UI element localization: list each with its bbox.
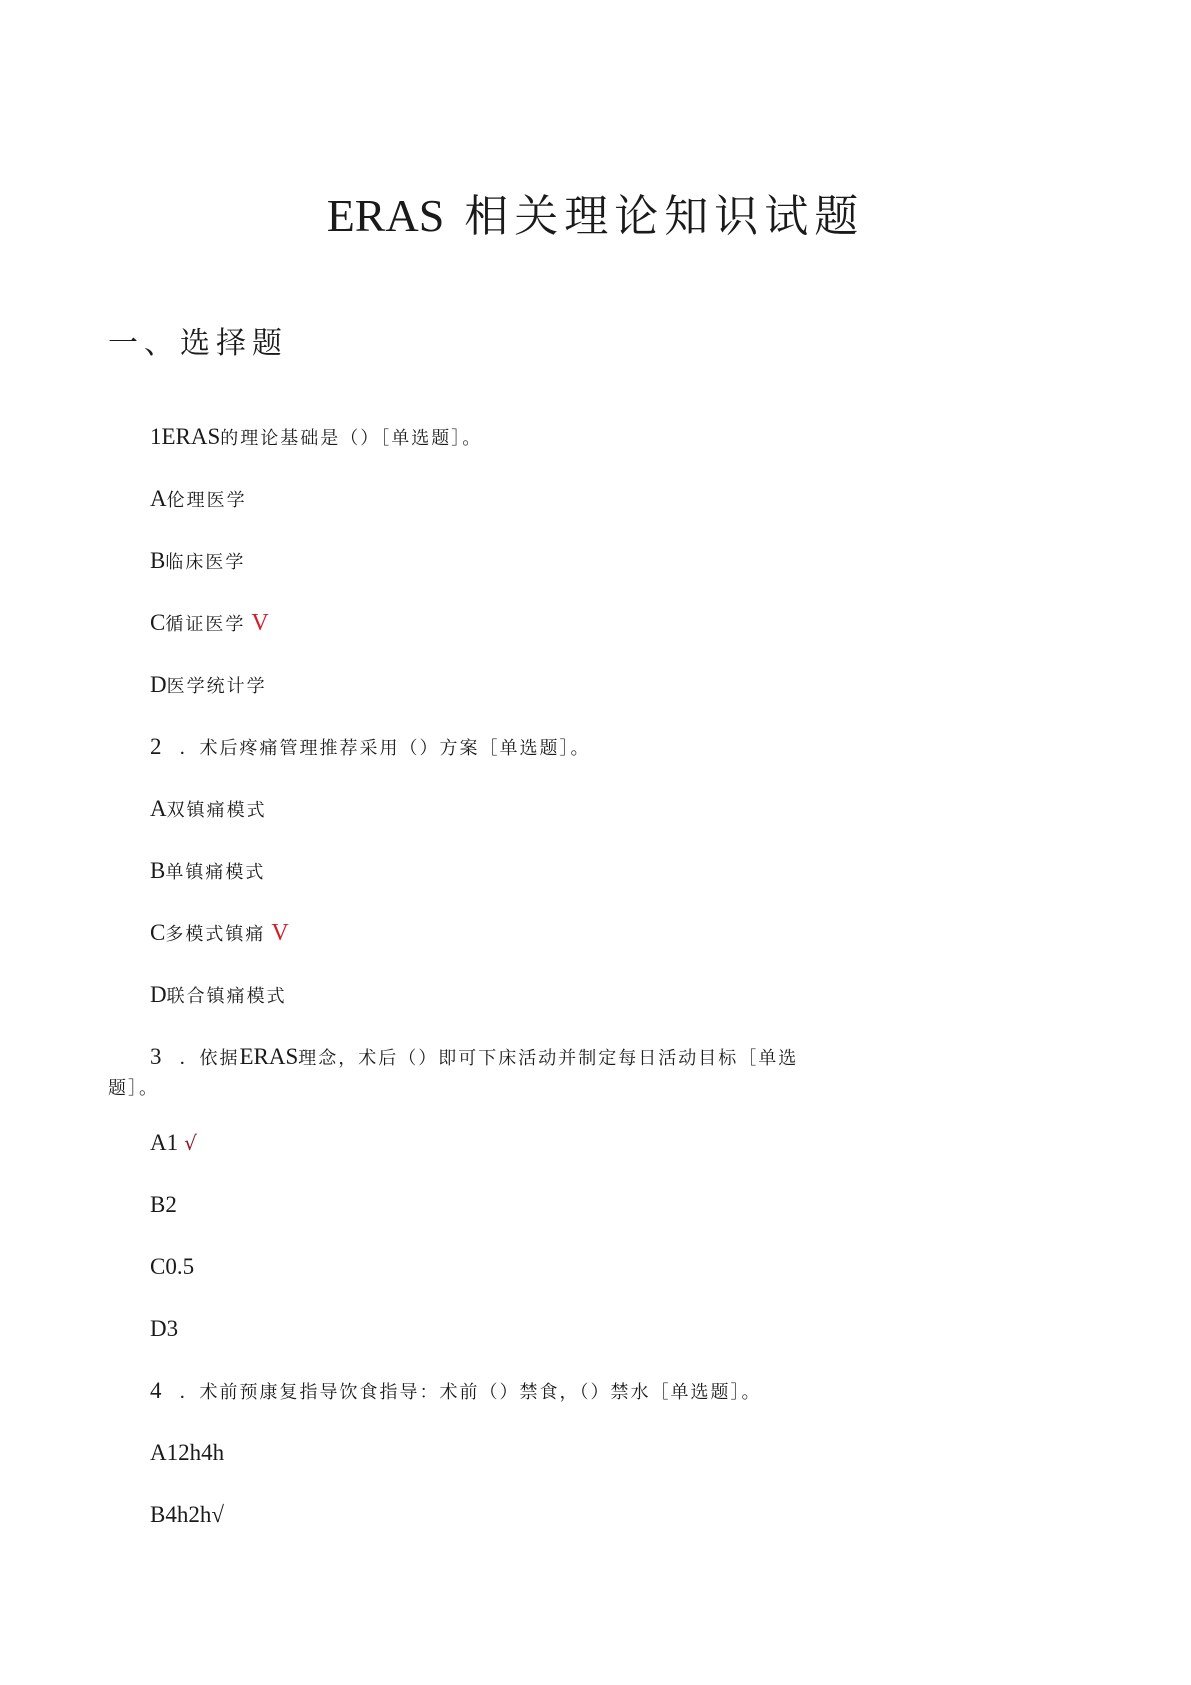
question-latin: ERAS: [239, 1044, 299, 1069]
question-number: 2: [150, 734, 162, 759]
option-text: 临床医学: [165, 552, 246, 573]
option-2a: [150, 796, 267, 822]
option-2d: [150, 982, 287, 1008]
document-title: [0, 180, 1191, 244]
option-text: 伦理医学: [166, 490, 247, 511]
option-letter: C: [150, 610, 166, 635]
option-text: 多模式镇痛: [165, 924, 266, 945]
option-2c: [150, 920, 289, 947]
option-letter: D: [150, 982, 167, 1007]
question-text: ．术后疼痛管理推荐采用（）方案［单选题］。: [179, 738, 591, 759]
question-3-stem: [150, 1044, 798, 1070]
option-text: 循证医学: [165, 614, 246, 635]
option-letter: D: [150, 672, 167, 697]
option-4a: [150, 1440, 224, 1466]
option-letter: A: [150, 796, 167, 821]
section-heading: 一、选择题: [108, 326, 288, 361]
question-3-continuation: 题］。: [108, 1078, 159, 1099]
option-label: B4h2h: [150, 1502, 212, 1527]
option-4b: [150, 1502, 224, 1528]
question-4-stem: [150, 1378, 762, 1404]
question-1-stem: [150, 424, 482, 450]
option-text: 联合镇痛模式: [166, 986, 287, 1007]
title-cjk: 相关理论知识试题: [464, 191, 865, 242]
question-text: ．术前预康复指导饮食指导：术前（）禁食，（）禁水［单选题］。: [179, 1382, 762, 1403]
option-3a: [150, 1130, 199, 1156]
option-3d: [150, 1316, 178, 1342]
question-number: 3: [150, 1044, 162, 1069]
correct-mark: √: [184, 1131, 199, 1155]
option-1a: [150, 486, 247, 512]
correct-mark: √: [211, 1502, 224, 1527]
question-text: 理念，术后（）即可下床活动并制定每日活动目标［单选: [298, 1048, 799, 1069]
option-label: A1: [150, 1130, 179, 1155]
option-label: A12h4h: [150, 1440, 225, 1465]
question-prefix: ．依据: [179, 1048, 240, 1069]
option-2b: [150, 858, 265, 884]
option-3c: [150, 1254, 194, 1280]
option-1c: [150, 610, 269, 637]
option-1d: [150, 672, 267, 698]
option-letter: B: [150, 548, 166, 573]
question-text: 的理论基础是（）［单选题］。: [220, 428, 483, 449]
option-label: D3: [150, 1316, 179, 1341]
option-3b: [150, 1192, 177, 1218]
question-latin: ERAS: [161, 424, 221, 449]
correct-mark: V: [271, 920, 289, 946]
question-number: 1: [150, 424, 162, 449]
title-latin: ERAS: [326, 190, 445, 241]
question-2-stem: [150, 734, 591, 760]
option-label: C0.5: [150, 1254, 195, 1279]
option-text: 医学统计学: [166, 676, 267, 697]
question-number: 4: [150, 1378, 162, 1403]
option-letter: B: [150, 858, 166, 883]
option-text: 单镇痛模式: [165, 862, 266, 883]
option-letter: A: [150, 486, 167, 511]
option-label: B2: [150, 1192, 177, 1217]
correct-mark: V: [251, 610, 269, 636]
option-1b: [150, 548, 245, 574]
option-letter: C: [150, 920, 166, 945]
option-text: 双镇痛模式: [166, 800, 267, 821]
